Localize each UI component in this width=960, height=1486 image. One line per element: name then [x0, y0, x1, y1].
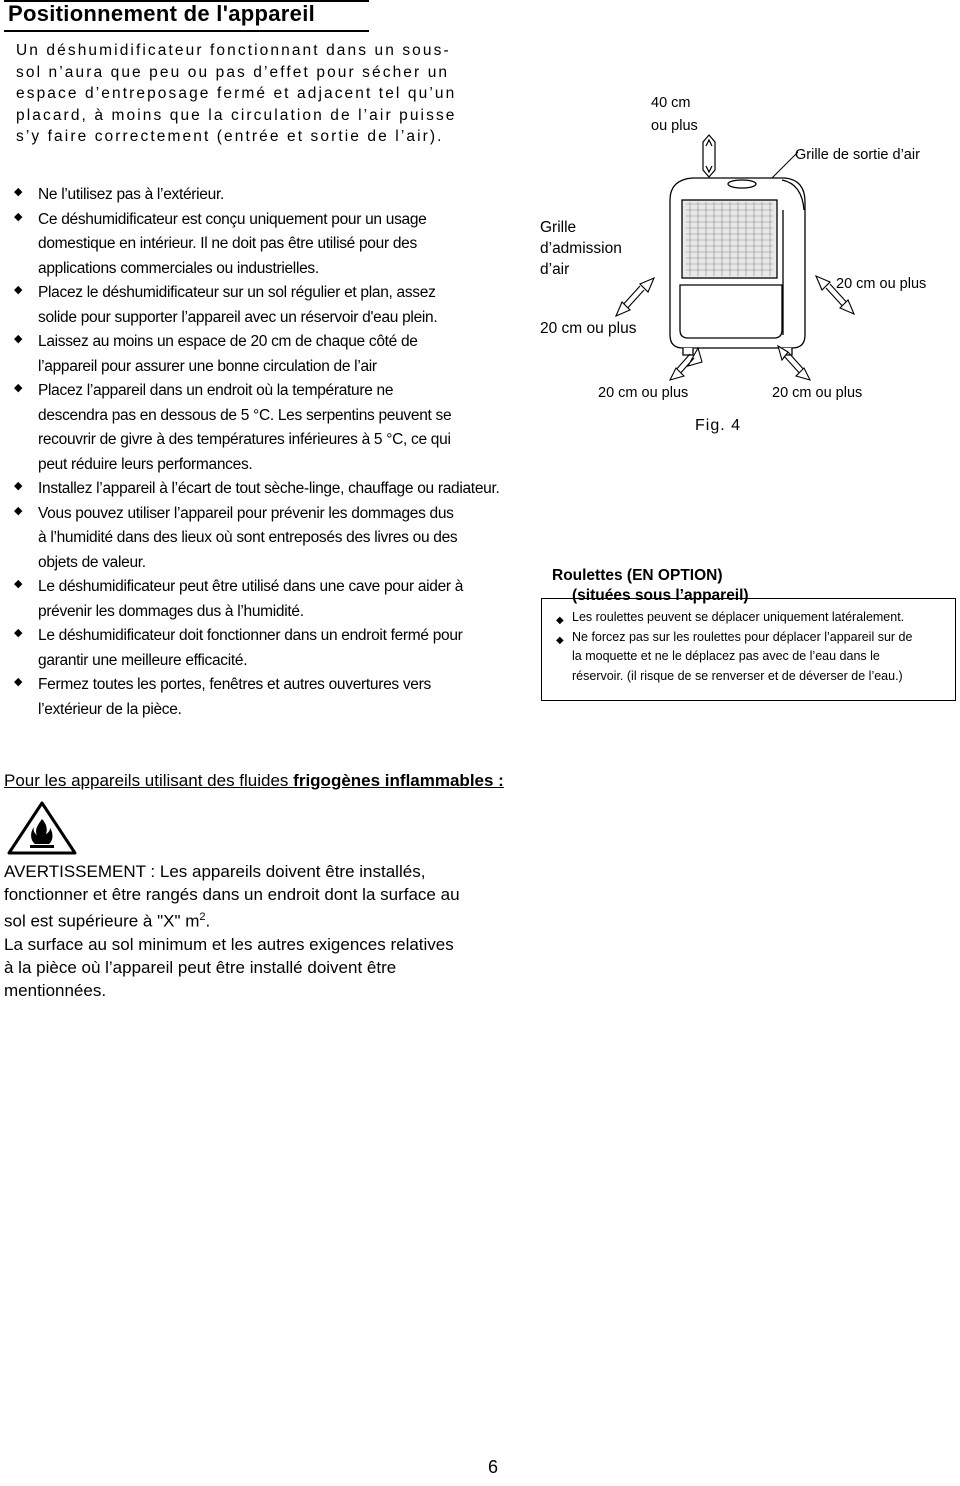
- outlet-grille-label: Grille de sortie d’air: [795, 147, 920, 163]
- bottom-left-clearance-label: 20 cm ou plus: [598, 385, 689, 401]
- diamond-bullet-icon: ◆: [14, 676, 23, 688]
- diamond-bullet-icon: ◆: [14, 480, 23, 492]
- intro-line: espace d’entreposage fermé et adjacent tel qu’un: [16, 85, 457, 102]
- right-clearance-label: 20 cm ou plus: [836, 276, 927, 292]
- bullet-line: domestique en intérieur. Il ne doit pas être utilisé pour des: [38, 235, 417, 252]
- bullet-line: Le déshumidificateur peut être utilisé dans une cave pour aider à: [38, 578, 464, 595]
- warning-line: mentionnées.: [4, 980, 107, 1000]
- top-clearance-arrow-icon: [703, 135, 715, 177]
- page-number: 6: [488, 1457, 499, 1477]
- roulettes-title: Roulettes (EN OPTION): [552, 567, 723, 584]
- bottom-right-clearance-label: 20 cm ou plus: [772, 385, 863, 401]
- bullet-line: applications commerciales ou industrielles.: [38, 259, 319, 277]
- roulettes-line: Les roulettes peuvent se déplacer uniquement latéralement.: [572, 610, 905, 624]
- flame-warning-icon: [6, 800, 78, 856]
- bottom-right-airflow-arrow-icon: [778, 346, 810, 380]
- bullet-item: [12, 183, 502, 208]
- warning-line: AVERTISSEMENT : Les appareils doivent être installés,: [4, 862, 426, 881]
- bullet-line: Laissez au moins un espace de 20 cm de chaque côté de: [38, 333, 418, 350]
- top-clearance-label: 40 cm: [651, 95, 691, 111]
- bullet-line: Ne l’utilisez pas à l’extérieur.: [38, 186, 224, 203]
- roulettes-line: réservoir. (il risque de se renverser et de déverser de l’eau.): [572, 668, 903, 683]
- diamond-bullet-icon: ◆: [14, 578, 23, 590]
- bullet-item: [12, 575, 502, 624]
- diamond-bullet-icon: ◆: [14, 627, 23, 639]
- diamond-bullet-icon: ◆: [556, 615, 564, 626]
- flammable-heading-bold: frigogènes inflammables :: [293, 771, 504, 790]
- bullet-list: [12, 183, 502, 722]
- superscript: 2: [199, 911, 206, 923]
- bullet-line: Ce déshumidificateur est conçu uniquement pour un usage: [38, 210, 427, 228]
- bullet-line: à l’humidité dans des lieux où sont entreposés des livres ou des: [38, 529, 458, 546]
- inlet-grille-label: d’air: [540, 261, 570, 278]
- warning-line: [4, 906, 564, 933]
- roulettes-line: la moquette et ne le déplacez pas avec de l’eau dans le: [572, 649, 880, 663]
- bullet-line: Fermez toutes les portes, fenêtres et autres ouvertures vers: [38, 676, 431, 693]
- top-clearance-label: ou plus: [651, 118, 698, 134]
- dehumidifier-diagram: [520, 80, 960, 440]
- bullet-line: Placez l’appareil dans un endroit où la température ne: [38, 382, 394, 399]
- bullet-item: [12, 281, 502, 330]
- bullet-line: recouvrir de givre à des températures inférieures à 5 °C, ce qui: [38, 431, 451, 448]
- bullet-item: [12, 624, 502, 673]
- diamond-bullet-icon: ◆: [556, 634, 564, 646]
- intro-line: Un déshumidificateur fonctionnant dans un sous-: [16, 42, 451, 59]
- roulettes-subtitle: (situées sous l’appareil): [572, 587, 749, 604]
- diamond-bullet-icon: ◆: [14, 210, 23, 223]
- flammable-heading-text: Pour les appareils utilisant des fluides: [4, 771, 294, 790]
- warning-line: à la pièce où l’appareil peut être installé doivent être: [4, 957, 397, 977]
- bullet-line: l’extérieur de la pièce.: [38, 700, 182, 718]
- bullet-item: [12, 330, 502, 379]
- intro-line: sol n’aura que peu ou pas d’effet pour sécher un: [16, 63, 450, 81]
- bullet-item: [12, 208, 502, 282]
- intro-line: s’y faire correctement (entrée et sortie de l’air).: [16, 128, 444, 145]
- flammable-heading: [4, 771, 504, 791]
- bullet-item: [12, 379, 502, 477]
- bullet-line: garantir une meilleure efficacité.: [38, 651, 248, 669]
- warning-line-text: .: [205, 911, 211, 931]
- bullet-item: [12, 673, 502, 722]
- warning-line: La surface au sol minimum et les autres exigences relatives: [4, 934, 454, 954]
- diamond-bullet-icon: ◆: [14, 382, 23, 394]
- roulettes-item: [556, 628, 956, 687]
- figure-caption: Fig. 4: [695, 417, 742, 434]
- bullet-line: l’appareil pour assurer une bonne circulation de l’air: [38, 357, 377, 375]
- roulettes-item: [556, 608, 956, 628]
- warning-line: fonctionner et être rangés dans un endroit dont la surface au: [4, 885, 460, 904]
- bullet-line: Vous pouvez utiliser l’appareil pour prévenir les dommages dus: [38, 504, 454, 522]
- bullet-line: Installez l’appareil à l’écart de tout sèche-linge, chauffage ou radiateur.: [38, 480, 500, 497]
- outlet-pointer-line: [770, 152, 798, 180]
- bullet-line: descendra pas en dessous de 5 °C. Les serpentins peuvent se: [38, 406, 452, 424]
- roulettes-line: Ne forcez pas sur les roulettes pour déplacer l’appareil sur de: [572, 629, 913, 644]
- intro-paragraph: [16, 40, 481, 148]
- intro-line: placard, à moins que la circulation de l’air puisse: [16, 106, 457, 124]
- bullet-item: [12, 502, 502, 576]
- warning-paragraph: [4, 860, 564, 1002]
- bullet-line: peut réduire leurs performances.: [38, 455, 253, 473]
- left-clearance-label: 20 cm ou plus: [540, 320, 637, 337]
- bullet-item: [12, 477, 502, 502]
- diamond-bullet-icon: ◆: [14, 284, 23, 296]
- diamond-bullet-icon: ◆: [14, 504, 23, 517]
- bullet-line: Placez le déshumidificateur sur un sol régulier et plan, assez: [38, 284, 436, 301]
- roulettes-list: [556, 608, 956, 686]
- bullet-line: objets de valeur.: [38, 553, 146, 571]
- inlet-grille-label: Grille: [540, 219, 577, 236]
- diamond-bullet-icon: ◆: [14, 333, 23, 345]
- page-title: Positionnement de l'appareil: [8, 1, 316, 26]
- warning-line-text: sol est supérieure à "X" m: [4, 911, 200, 931]
- diamond-bullet-icon: ◆: [14, 186, 23, 198]
- left-airflow-arrow-icon: [616, 278, 654, 316]
- bullet-line: solide pour supporter l’appareil avec un réservoir d'eau plein.: [38, 308, 438, 326]
- bullet-line: prévenir les dommages dus à l’humidité.: [38, 602, 304, 620]
- dehumidifier-unit: [670, 178, 805, 355]
- bullet-line: Le déshumidificateur doit fonctionner dans un endroit fermé pour: [38, 627, 463, 644]
- inlet-grille-label: d’admission: [540, 240, 622, 257]
